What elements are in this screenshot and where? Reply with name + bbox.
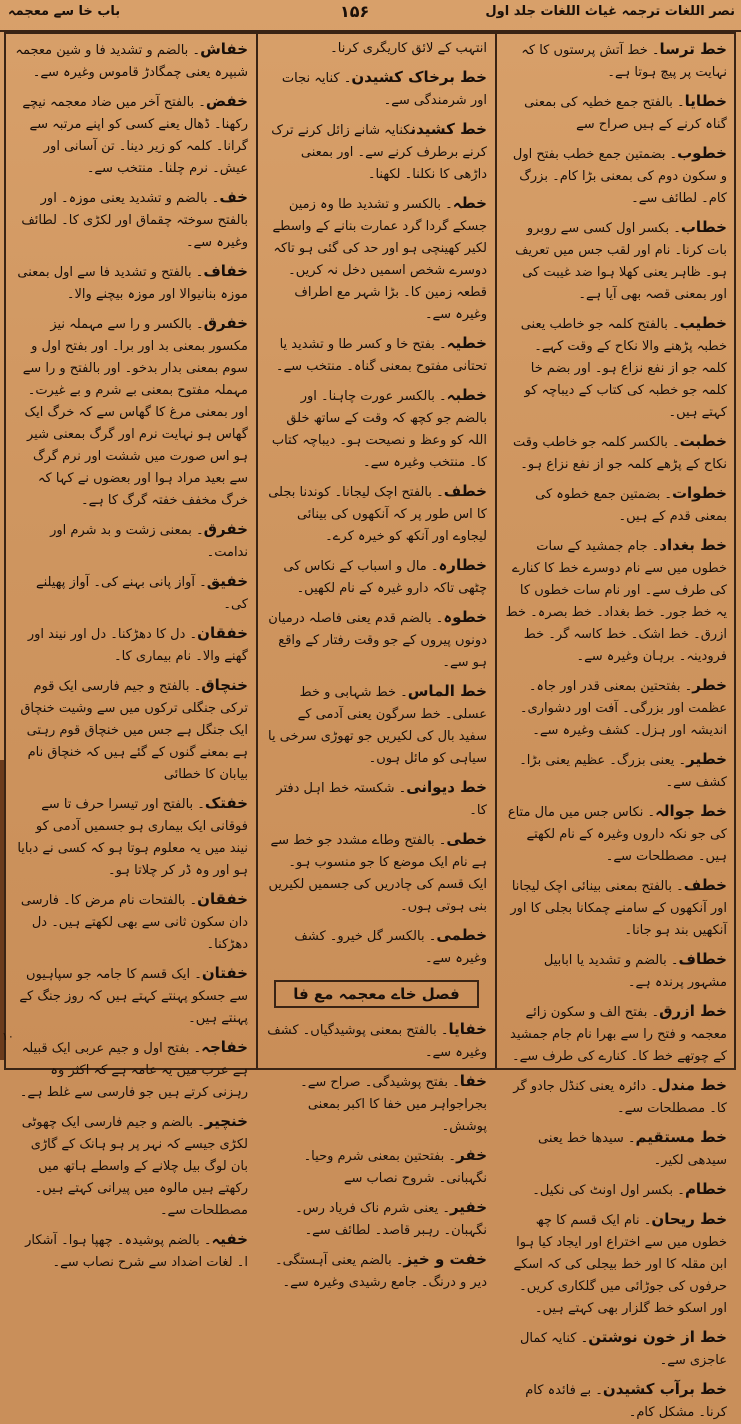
dictionary-entry xyxy=(505,38,727,84)
entry-headword: خط از خون نوشتن xyxy=(588,1328,727,1346)
entry-headword: خفرق xyxy=(203,314,248,332)
dictionary-entry xyxy=(14,1036,248,1104)
header-title: نصر اللغات ترجمہ غیاث اللغات جلد اول xyxy=(485,4,735,19)
entry-definition: کنایہ شانے زائل کرنے ترک کرنے برطرف کرنے سے۔ اور بمعنی داڑھی کا نکلنا۔ لکھنا۔ xyxy=(271,123,487,182)
dictionary-entry xyxy=(505,1378,727,1424)
dictionary-entry xyxy=(266,1196,487,1242)
dictionary-entry xyxy=(505,1326,727,1372)
entry-headword: خطہ xyxy=(452,194,487,212)
entry-definition: ۔ بفتح خا و کسر طا و تشدید یا تحتانی مفتوح بمعنی گناہ۔ منتخب سے۔ xyxy=(275,337,487,374)
entry-headword: خطبت xyxy=(679,432,727,450)
dictionary-entry xyxy=(505,1000,727,1068)
entry-definition: ۔ بالکسر کلمہ جو خاطب وقت نکاح کے پڑھے کلمہ جو از نفع نزاع ہو۔ xyxy=(513,435,727,472)
dictionary-entry xyxy=(14,1228,248,1274)
dictionary-entry xyxy=(505,430,727,476)
entry-headword: خط ترسا xyxy=(659,40,727,58)
entry-headword: خفرق xyxy=(203,520,248,538)
entry-definition: ۔ بالفتحات نام مرض کا۔ فارسی دان سکون ثانی سے بھی لکھتے ہیں۔ دل دھڑکنا۔ xyxy=(20,893,248,952)
entry-definition: ۔ بالفتح اور تیسرا حرف تا سے فوقانی ایک بیماری ہو جسمیں آدمی کو نیند میں یہ معلوم ہوتا ہو کہ کسی نے دبایا ہو اور وہ ڈر کر چلاتا ہو۔ xyxy=(17,797,248,878)
dictionary-entry xyxy=(505,874,727,942)
dictionary-entry xyxy=(266,480,487,548)
dictionary-entry xyxy=(505,1074,727,1120)
dictionary-entry xyxy=(14,622,248,668)
column-right xyxy=(497,34,735,1420)
entry-definition: ۔ خط شہابی و خط عسلی۔ خط سرگون یعنی آدمی کے سفید بال کی لکیریں جو تھوڑی سرخی یا سیاہی کو مائل ہوں۔ xyxy=(268,685,487,766)
entry-definition: ۔ نام ایک قسم کا چھ خطوں میں سے اختراع اور ایجاد کیا ہوا ابن مقلہ کا اور خط بیجلی کی کہ اسکے حرفوں کی جوڑائی میں گلکاری کریں۔ اور اسکو خط گلزار بھی کہتے ہیں۔ xyxy=(513,1213,727,1316)
entry-definition: ۔ مال و اسباب کے نکاس کی چٹھی تاکہ دارو غیرہ کے نام لکھیں۔ xyxy=(283,559,487,596)
entry-headword: خط جوالہ xyxy=(655,802,727,820)
dictionary-entry xyxy=(14,1110,248,1222)
dictionary-entry xyxy=(505,748,727,794)
dictionary-entry xyxy=(266,924,487,970)
entry-headword: خفیر xyxy=(449,1198,487,1216)
entry-headword: خط الماس xyxy=(407,682,487,700)
dictionary-entry xyxy=(14,888,248,956)
dictionary-entry xyxy=(266,332,487,378)
entry-headword: خط برخاک کشیدن xyxy=(351,68,487,86)
entry-headword: خفتان xyxy=(201,964,248,982)
dictionary-entry xyxy=(266,118,487,186)
entry-definition: ۔ بکسر اول اونٹ کی نکیل۔ xyxy=(532,1183,685,1198)
dictionary-entry xyxy=(266,776,487,822)
section-heading: فصل خاے معجمہ مع فا xyxy=(274,980,479,1008)
entry-headword: خطف xyxy=(683,876,727,894)
entry-headword: خطمی xyxy=(436,926,487,944)
dictionary-entry xyxy=(505,1178,727,1202)
entry-definition: ۔ شکستہ خط اہل دفتر کا۔ xyxy=(276,781,487,818)
dictionary-entry xyxy=(266,1144,487,1190)
dictionary-entry xyxy=(505,674,727,742)
entry-definition: ۔ دائرہ یعنی کنڈل جادو گر کا۔ مصطلحات سے۔ xyxy=(513,1079,727,1116)
entry-headword: خط بغداد xyxy=(659,536,727,554)
entry-definition: ۔ بالفتح جمع خطیہ کی بمعنی گناہ کرنے کے ہیں صراح سے xyxy=(524,95,727,132)
dictionary-entry xyxy=(266,606,487,674)
dictionary-entry xyxy=(505,1208,727,1320)
entry-headword: خط ازرق xyxy=(659,1002,727,1020)
entry-headword: خطاب xyxy=(680,218,727,236)
entry-definition: ۔ بفتحتین بمعنی شرم وحیا۔ نگہبانی۔ شروح نصاب سے xyxy=(303,1149,487,1186)
entry-headword: خطاف xyxy=(678,950,727,968)
dictionary-entry xyxy=(14,792,248,882)
entry-definition: ۔ بالکسر عورت چاہنا۔ اور بالضم جو کچھ کہ وقت کے ساتھ خلق اللہ کو وعظ و نصیحت ہو۔ دیباچہ کتاب کا۔ منتخب وغیرہ سے۔ xyxy=(271,389,487,470)
entry-headword: خفض xyxy=(205,92,248,110)
entry-headword: خنچاق xyxy=(201,676,248,694)
dictionary-entry xyxy=(505,90,727,136)
entry-definition: ۔ بفتحتین بمعنی قدر اور جاہ۔ عظمت اور بزرگی۔ آفت اور دشواری۔ اندیشہ اور ہزل۔ کشف وغیرہ سے۔ xyxy=(519,679,727,738)
page-header xyxy=(0,0,741,32)
dictionary-entry xyxy=(14,186,248,254)
entry-definition: ۔ بالفتح و جیم فارسی ایک قوم ترکی جنگلی ترکوں میں سے وشیت خنچاق ایک جنگل ہے جس میں خنچاق قوم رہتی ہے بمعنے گنوں کے گئے ہیں کہ خنچاق نام بیابان کا خطائی xyxy=(20,679,248,782)
dictionary-entry xyxy=(266,38,487,60)
dictionary-entry xyxy=(14,90,248,180)
dictionary-entry xyxy=(266,1248,487,1294)
page-number: ۱۵۶ xyxy=(340,2,370,21)
entry-definition: ۔ یعنی بزرگ۔ عظیم یعنی بڑا۔ کشف سے۔ xyxy=(519,753,727,790)
entry-headword: خط مستقیم xyxy=(635,1128,727,1146)
entry-headword: خطارہ xyxy=(438,556,487,574)
dictionary-entry xyxy=(266,192,487,326)
entry-headword: خف xyxy=(219,188,248,206)
entry-definition: ۔ بالفتح و تشدید فا سے اول بمعنی موزہ بنانیوالا اور موزہ بیچنے والا۔ xyxy=(17,265,248,302)
dictionary-entry xyxy=(266,680,487,770)
entry-definition: ۔ بالضم پوشیدہ۔ چھپا ہوا۔ آشکار ا۔ لغات اضداد سے شرح نصاب سے۔ xyxy=(25,1233,248,1270)
entry-definition: ۔ بالضم و تشدید یا ابابیل مشہور پرندہ ہے۔ xyxy=(543,953,727,990)
dictionary-entry xyxy=(14,570,248,616)
entry-definition: ۔ بمعنی زشت و بد شرم اور ندامت۔ xyxy=(50,523,248,560)
entry-definition: ۔ بالفتح آخر میں ضاد معجمہ نیچے رکھنا۔ ڈھال یعنے کسی کو اپنے مرتبہ سے گرانا۔ کلمہ کو زیر دینا۔ تن آسانی اور عیش۔ نرم چلنا۔ منتخب سے۔ xyxy=(22,95,248,176)
entry-definition: ۔ بالفتح اچک لیجانا۔ کوندنا بجلی کا اس طور پر کہ آنکھوں کی بینائی لیجاوے اور آنکھ کو خیرہ کرے۔ xyxy=(268,485,487,544)
dictionary-entry xyxy=(505,800,727,868)
dictionary-entry xyxy=(14,38,248,84)
entry-headword: خفاجہ xyxy=(201,1038,248,1056)
entry-definition: ۔ خط آتش پرستوں کا کہ نہایت پر پیچ ہوتا ہے۔ xyxy=(521,43,727,80)
entry-definition: ۔ بالضم یعنی آہستگی۔ دیر و درنگ۔ جامع رشیدی وغیرہ سے۔ xyxy=(274,1253,487,1290)
entry-headword: خفایا xyxy=(448,1020,487,1038)
entry-definition: ۔ بالکسر گل خیرو۔ کشف وغیرہ سے۔ xyxy=(294,929,487,966)
entry-headword: خط ریحان xyxy=(651,1210,727,1228)
entry-headword: خط برآب کشیدن xyxy=(602,1380,727,1398)
entry-headword: خفت و خیز xyxy=(403,1250,487,1268)
entry-headword: خطف xyxy=(443,482,487,500)
dictionary-entry xyxy=(266,1018,487,1064)
entry-headword: خطوب xyxy=(677,144,727,162)
entry-definition: ۔ بضمتین جمع خطوہ کی بمعنی قدم کے ہیں۔ xyxy=(535,487,727,524)
dictionary-entry xyxy=(14,962,248,1030)
entry-headword: خفقان xyxy=(197,890,248,908)
entry-definition: ۔ بفتح اول و جیم عربی ایک قبیلہ ہے عرب میں یہ عامہ ہے کہ اکثر وہ رہزنی کرتے ہیں جو فارسی سے غلط ہے۔ xyxy=(19,1041,248,1100)
dictionary-entry xyxy=(266,384,487,474)
entry-definition: ۔ بفتح پوشیدگی۔ صراح سے۔ بجراجواہر میں خفا کا اکبر بمعنی پوشش۔ xyxy=(300,1075,487,1134)
dictionary-entry xyxy=(14,674,248,786)
entry-headword: خطیب xyxy=(679,314,727,332)
dictionary-entry xyxy=(266,66,487,112)
entry-definition: ۔ جام جمشید کے سات خطوں میں سے نام دوسرے خط کا کنارے کی طرف سے۔ اور نام سات خطوں کا یہ خط جور۔ خط بغداد۔ خط بصرہ۔ خط ازرق۔ خط اشک۔ خط کاسہ گر۔ خط فرودینہ۔ برہان وغیرہ سے۔ xyxy=(505,539,727,664)
entry-headword: خفیہ xyxy=(211,1230,248,1248)
entry-headword: خطیر xyxy=(686,750,727,768)
entry-definition: ۔ نکاس جس میں مال متاع کی جو نکہ داروں وغیرہ کے نام لکھتے ہیں۔ مصطلحات سے۔ xyxy=(507,805,727,864)
dictionary-entry xyxy=(505,534,727,668)
dictionary-entry xyxy=(505,312,727,424)
entry-headword: خطبہ xyxy=(446,386,487,404)
entry-definition: ۔ بے فائدہ کام کرنا۔ مشکل کام۔ xyxy=(525,1383,727,1420)
column-middle xyxy=(256,34,497,1290)
entry-headword: خفا xyxy=(459,1072,487,1090)
entry-definition: ۔ سیدھا خط یعنی سیدھی لکیر۔ xyxy=(538,1131,727,1168)
dictionary-entry xyxy=(266,828,487,918)
entry-headword: خفیق xyxy=(206,572,248,590)
entry-definition: ۔ بالضم و تشدید یعنی موزہ۔ اور بالفتح سوختہ چقماق اور لکڑی کا۔ لطائف وغیرہ سے۔ xyxy=(21,191,248,250)
entry-definition: ۔ کنایہ نجات اور شرمندگی سے۔ xyxy=(281,71,487,108)
header-chapter: باب خا سے معجمہ xyxy=(8,4,121,19)
entry-definition: ۔ بالضم قدم یعنی فاصلہ درمیان دونوں پیروں کے جو وقت رفتار کے واقع ہو سے۔ xyxy=(268,611,487,670)
entry-headword: خطوات xyxy=(671,484,727,502)
dictionary-entry xyxy=(14,312,248,512)
dictionary-entry xyxy=(505,482,727,528)
entry-definition: ۔ بالفتح بمعنی پوشیدگیاں۔ کشف وغیرہ سے۔ xyxy=(267,1023,487,1060)
dictionary-entry xyxy=(266,1070,487,1138)
entry-headword: خفر xyxy=(456,1146,487,1164)
dictionary-entry xyxy=(505,216,727,306)
entry-definition: ۔ آواز پانی بہنے کی۔ آواز پھیلنے کی۔ xyxy=(35,575,248,612)
margin-number: ۱۰ xyxy=(2,1030,14,1043)
column-left xyxy=(6,34,256,1270)
entry-definition: ۔ بکسر اول کسی سے روبرو بات کرنا۔ نام اور لقب جس میں تعریف ہو۔ ظاہر یعنی کھلا ہوا ضد غیبت کی اور بمعنی قصہ بھی آیا ہے۔ xyxy=(515,221,727,302)
entry-definition: ۔ بالکسر و را سے مہملہ نیز مکسور بمعنی بد اور برا۔ اور بفتح اول و سوم بمعنی بدار بدخو۔ اور بالفتح و را سے مہملہ مفتوح بمعنی بے شرم و بے غیرت۔ اور بمعنی مرغ کا گھاس سے کہ خرگ ایک گھاس ہو نہایت نرم اور گرگ بمعنی شیر ہو اس صورت میں ششت اور نرم گرگ سے بعید مراد ہوا اور بعضوں نے کہا کہ خرگ مخفف خفتہ گرگ کا ہے۔ xyxy=(22,317,248,508)
dictionary-entry xyxy=(266,554,487,600)
entry-headword: خط کشیدن xyxy=(410,120,487,138)
entry-headword: خفقان xyxy=(197,624,248,642)
entry-headword: خفتک xyxy=(204,794,248,812)
entry-definition: ۔ بالضم و تشدید فا و شین معجمہ شبپرہ یعنی چمگادڑ قاموس وغیرہ سے۔ xyxy=(15,43,248,80)
entry-definition: ۔ بالضم و جیم فارسی ایک چھوٹی لکڑی جیسے کہ نہر پر ہو ہانک کے گاڑی بان لوگ بیل چلانے کے واسطے ہاتھ میں رکھتے ہیں مالوہ میں پیرانی کہتے ہیں۔ مصطلحات سے۔ xyxy=(21,1115,248,1218)
entry-headword: خطر xyxy=(692,676,727,694)
entry-definition: ۔ بالفتح وطاے مشدد جو خط سے ہے نام ایک موضع کا جو منسوب ہو۔ ایک قسم کی چادریں کی جسمیں لکیریں بنی ہوتی ہوں۔ xyxy=(268,833,487,914)
entry-definition: ۔ بضمتین جمع خطب بفتح اول و سکون دوم کی بمعنی بڑا کام۔ بزرگ کام۔ لطائف سے۔ xyxy=(512,147,727,206)
entry-definition: ۔ یعنی شرم ناک فریاد رس۔ نگہبان۔ رہبر قاصد۔ لطائف سے۔ xyxy=(295,1201,487,1238)
entry-definition: ۔ دل کا دھڑکنا۔ دل اور نیند اور گھنے والا۔ نام بیماری کا۔ xyxy=(27,627,248,664)
entry-headword: خط مندل xyxy=(657,1076,727,1094)
entry-headword: خفاف xyxy=(203,262,248,280)
entry-definition: ۔ بالکسر و تشدید طا وہ زمین جسکے گردا گرد عمارت بنانے کے واسطے لکیر کھینچی ہو اور حد کی گئی ہو تاکہ دوسرے شخص اسمیں دخل نہ کریں۔ قطعہ زمین کا۔ بڑا شہر مع اطراف وغیرہ سے۔ xyxy=(272,197,487,322)
entry-headword: خطیہ xyxy=(446,334,487,352)
entry-headword: خط دیوانی xyxy=(406,778,487,796)
entry-headword: خطام xyxy=(684,1180,727,1198)
entry-definition: ۔ ایک قسم کا جامہ جو سپاہیوں سے جسکو پہنتے کہتے ہیں کہ روز جنگ کے پہنتے ہیں۔ xyxy=(19,967,248,1026)
entry-headword: خنچیر xyxy=(204,1112,248,1130)
dictionary-entry xyxy=(14,518,248,564)
entry-definition: ۔ کنایہ کمال عاجزی سے۔ xyxy=(519,1331,727,1368)
entry-definition: ۔ بالفتح بمعنی بینائی اچک لیجانا اور آنکھوں کے سامنے چمکانا بجلی کا اور آنکھیں بند ہو جانا۔ xyxy=(510,879,727,938)
entry-definition: انتہب کے لائق کاریگری کرنا۔ xyxy=(330,41,487,56)
dictionary-entry xyxy=(505,142,727,210)
dictionary-entry xyxy=(14,260,248,306)
dictionary-entry xyxy=(505,1126,727,1172)
entry-definition: ۔ بالفتح کلمہ جو خاطب یعنی خطبہ پڑھنے والا نکاح کے وقت کہے۔ کلمہ جو از نفع نزاع ہو۔ اور بضم خا کلمہ جو خطبہ کی کتاب کے دیباچہ کو کہتے ہیں۔ xyxy=(520,317,727,420)
entry-headword: خطی xyxy=(446,830,487,848)
entry-headword: خطوہ xyxy=(443,608,487,626)
entry-headword: خطایا xyxy=(684,92,727,110)
dictionary-entry xyxy=(505,948,727,994)
entry-definition: ۔ بفتح الف و سکون زائے معجمہ و فتح را سے بھرا نام جام جمشید کے چوتھے خط کا۔ کنارے کی طرف سے۔ xyxy=(510,1005,727,1064)
entry-headword: خفاش xyxy=(200,40,248,58)
